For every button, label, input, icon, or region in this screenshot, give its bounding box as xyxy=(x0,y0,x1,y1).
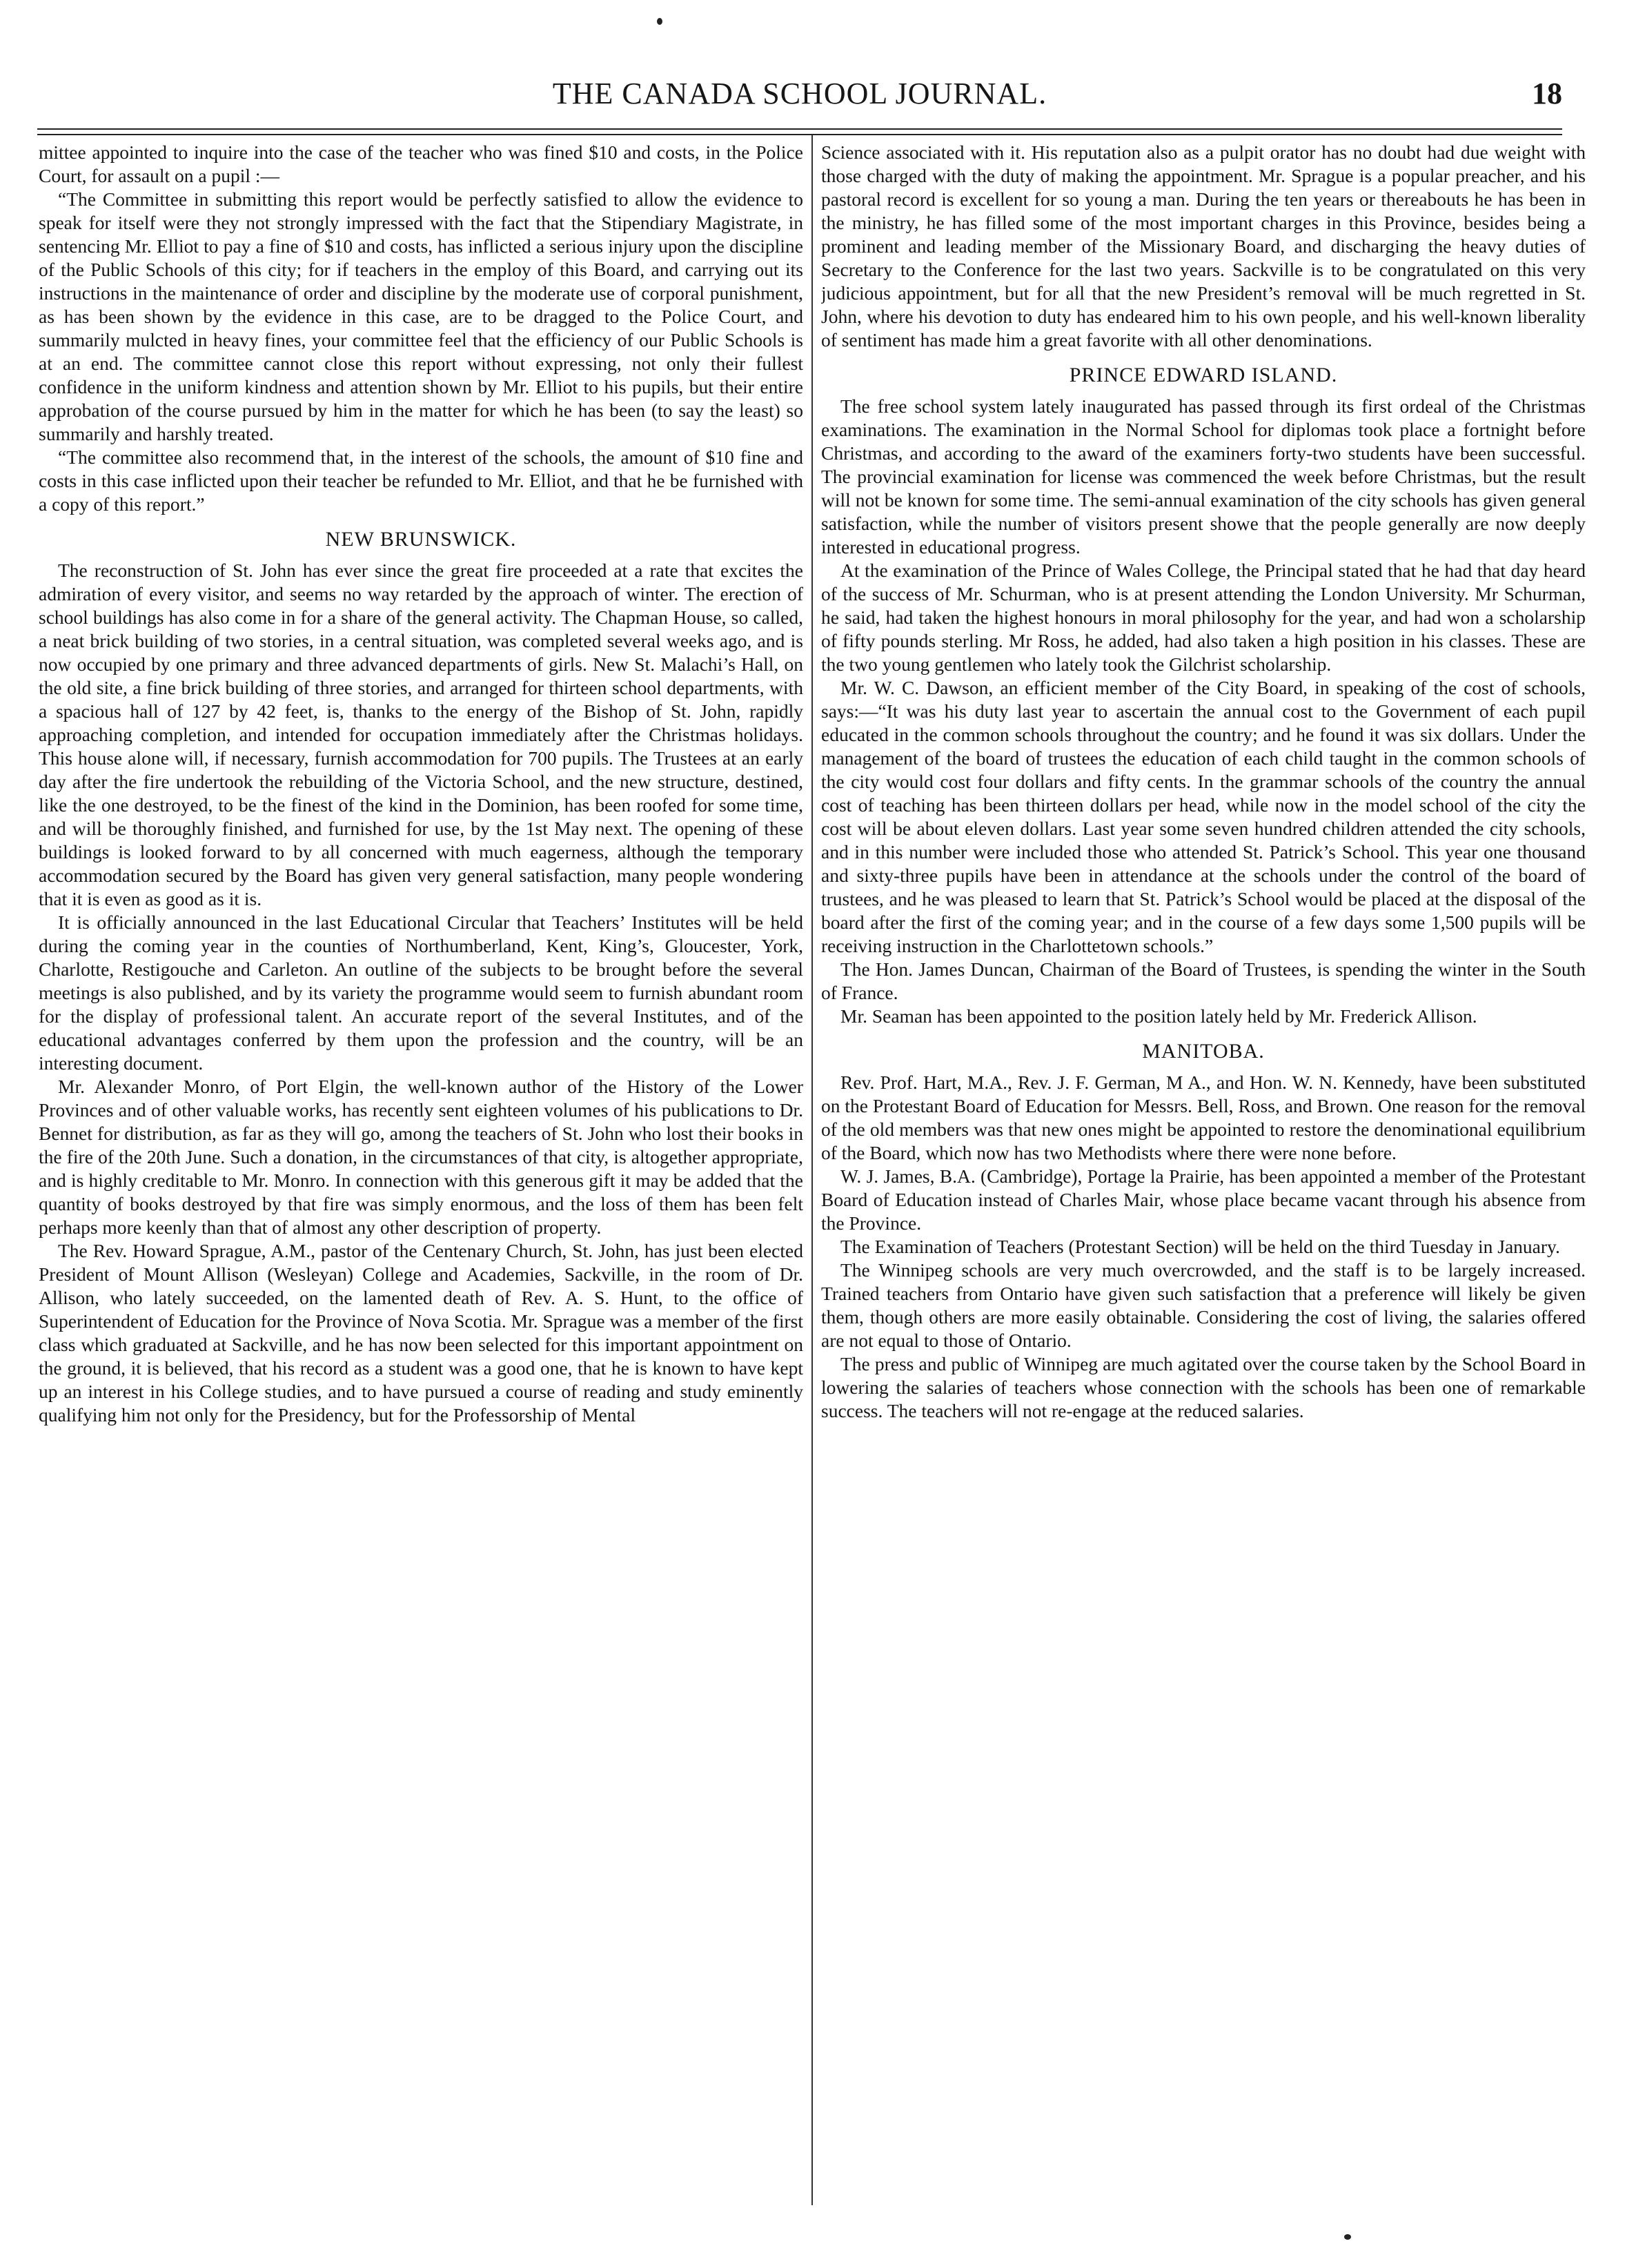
paragraph: Mr. Seaman has been appointed to the position lately held by Mr. Frederick Allison. xyxy=(840,1005,1477,1027)
paragraph: W. J. James, B.A. (Cambridge), Portage la Prairie, has been appointed a member of the Protestant Board of Education instead of Charles Mair, whose place became vacant through his absence from the Province. xyxy=(821,1165,1586,1234)
paragraph: “The committee also recommend that, in the interest of the schools, the amount of $10 fine and costs in this case inflicted upon their teacher be refunded to Mr. Elliot, and that he be furnished with a copy of this report.” xyxy=(39,446,803,515)
paragraph: “The Committee in submitting this report would be perfectly satisfied to allow the evidence to speak for itself were they not strongly impressed with the fact that the Stipendiary Magistrate, in sentencing Mr. Elliot to pay a fine of $10 and costs, has inflicted a serious injury upon the discipline of the Public Schools of this city; for if teachers in the employ of this Board, and carrying out its instructions in the maintenance of order and discipline by the moderate use of corporal punishment, as has been shown by the evidence in this case, are to be dragged to the Police Court, and summarily mulcted in heavy fines, your committee feel that the efficiency of our Public Schools is at an end. The committee cannot close this report without expressing, not only their fullest confidence in the uniform kindness and attention shown by Mr. Elliot to his pupils, but their entire approbation of the course pursued by him in the matter for which he has been (to say the least) so summarily and harshly treated. xyxy=(39,188,803,444)
paragraph: The press and public of Winnipeg are much agitated over the course taken by the School Board in lowering the salaries of teachers whose connection with the schools has been one of remarkable success. The teachers will not re-engage at the reduced salaries. xyxy=(821,1353,1586,1421)
left-column xyxy=(39,141,803,2211)
column-divider xyxy=(811,135,813,2205)
paragraph: The Hon. James Duncan, Chairman of the Board of Trustees, is spending the winter in the South of France. xyxy=(821,958,1586,1003)
paragraph: At the examination of the Prince of Wales College, the Principal stated that he had that day heard of the success of Mr. Schurman, who is at present attending the London University. Mr Schurman, he said, had taken the highest honours in moral philosophy for the year, and had won a scholarship of fifty pounds sterling. Mr Ross, he added, had also taken a high position in his classes. These are the two young gentlemen who lately took the Gilchrist scholarship. xyxy=(821,560,1586,675)
paragraph: Science associated with it. His reputation also as a pulpit orator has no doubt had due weight with those charged with the duty of making the appointment. Mr. Sprague is a popular preacher, and his pastoral record is excellent for so young a man. During the ten years or thereabouts he has been in the ministry, he has filled some of the most important charges in this Province, besides being a prominent and leading member of the Missionary Board, and discharging the heavy duties of Secretary to the Conference for the last two years. Sackville is to be congratulated on this very judicious appointment, but for all that the new President’s removal will be much regretted in St. John, where his devotion to duty has endeared him to his own people, and his well-known liberality of sentiment has made him a great favorite with all other denominations. xyxy=(821,141,1586,351)
paragraph: Rev. Prof. Hart, M.A., Rev. J. F. German, M A., and Hon. W. N. Kennedy, have been substituted on the Protestant Board of Education for Messrs. Bell, Ross, and Brown. One reason for the removal of the old members was that new ones might be appointed to restore the denominational equilibrium of the Board, which now has two Methodists where there were none before. xyxy=(821,1072,1586,1163)
right-column xyxy=(821,141,1586,2211)
paragraph: The free school system lately inaugurated has passed through its first ordeal of the Christmas examinations. The examination in the Normal School for diplomas took place a fortnight before Christmas, and according to the award of the examiners forty-two students have been successful. The provincial examination for license was commenced the week before Christmas, but the result will not be known for some time. The semi-annual examination of the city schools has given general satisfaction, while the number of visitors present showe that the people generally are now deeply interested in educational progress. xyxy=(821,395,1586,558)
page-header xyxy=(37,75,1562,116)
section-heading-manitoba: MANITOBA. xyxy=(1142,1040,1265,1063)
journal-title: THE CANADA SCHOOL JOURNAL. xyxy=(552,77,1047,110)
header-rule xyxy=(37,128,1562,130)
paragraph: The Examination of Teachers (Protestant Section) will be held on the third Tuesday in January. xyxy=(840,1236,1560,1257)
section-heading-new-brunswick: NEW BRUNSWICK. xyxy=(325,528,517,551)
paragraph: mittee appointed to inquire into the case of the teacher who was fined $10 and costs, in the Police Court, for assault on a pupil :— xyxy=(39,141,803,186)
header-rule-second xyxy=(37,134,1562,135)
print-speck xyxy=(1344,2234,1351,2240)
paragraph: It is officially announced in the last Educational Circular that Teachers’ Institutes will be held during the coming year in the counties of Northumberland, Kent, King’s, Gloucester, York, Charlotte, Restigouche and Carleton. An outline of the subjects to be brought before the several meetings is also published, and by its variety the programme would seem to furnish abundant room for the display of professional talent. An accurate report of the several Institutes, and of the educational advantages conferred by them upon the profession and the country, will be an interesting document. xyxy=(39,911,803,1074)
section-heading-prince-edward-island: PRINCE EDWARD ISLAND. xyxy=(1069,364,1338,386)
paragraph: The Winnipeg schools are very much overcrowded, and the staff is to be largely increased. Trained teachers from Ontario have given such satisfaction that a preference will likely be given them, though others are more easily obtainable. Considering the cost of living, the salaries offered are not equal to those of Ontario. xyxy=(821,1259,1586,1351)
page-number: 18 xyxy=(1532,77,1562,110)
paragraph: Mr. W. C. Dawson, an efficient member of the City Board, in speaking of the cost of schools, says:—“It was his duty last year to ascertain the annual cost to the Government of each pupil educated in the common schools throughout the country; and he found it was six dollars. Under the management of the board of trustees the education of each child taught in the common schools of the city would cost four dollars and fifty cents. In the grammar schools of the country the annual cost of teaching has been thirteen dollars per head, while now in the model school of the city the cost will be about eleven dollars. Last year some seven hundred children attended the city schools, and in this number were included those who attended St. Patrick’s School. This year one thousand and sixty-three pupils have been in attendance at the schools under the control of the board of trustees, and he was pleased to learn that St. Patrick’s School would be placed at the disposal of the board after the first of the coming year; and in the course of a few days some 1,500 pupils will be receiving instruction in the Charlottetown schools.” xyxy=(821,677,1586,956)
paragraph: The reconstruction of St. John has ever since the great fire proceeded at a rate that excites the admiration of every visitor, and seems no way retarded by the approach of winter. The erection of school buildings has also come in for a share of the general activity. The Chapman House, so called, a neat brick building of two stories, in a central situation, was completed several weeks ago, and is now occupied by one primary and three advanced departments of girls. New St. Malachi’s Hall, on the old site, a fine brick building of three stories, and arranged for thirteen school departments, with a spacious hall of 127 by 42 feet, is, thanks to the energy of the Bishop of St. John, rapidly approaching completion, and intended for occupation immediately after the Christmas holidays. This house alone will, if necessary, furnish accommodation for 700 pupils. The Trustees at an early day after the fire undertook the rebuilding of the Victoria School, and the new structure, destined, like the one destroyed, to be the finest of the kind in the Dominion, has been roofed for some time, and will be thoroughly finished, and furnished for use, by the 1st May next. The opening of these buildings is looked forward to by all concerned with much eagerness, although the temporary accommodation secured by the Board has given very general satisfaction, many people wondering that it is even as good as it is. xyxy=(39,560,803,909)
print-speck xyxy=(657,18,662,25)
paragraph: Mr. Alexander Monro, of Port Elgin, the well-known author of the History of the Lower Provinces and of other valuable works, has recently sent eighteen volumes of his publications to Dr. Bennet for distribution, as far as they will go, among the teachers of St. John who lost their books in the fire of the 20th June. Such a donation, in the circumstances of that city, is altogether appropriate, and is highly creditable to Mr. Monro. In connection with this generous gift it may be added that the quantity of books destroyed by that fire was simply enormous, and the loss of them has been felt perhaps more keenly than that of almost any other description of property. xyxy=(39,1076,803,1238)
paragraph: The Rev. Howard Sprague, A.M., pastor of the Centenary Church, St. John, has just been elected President of Mount Allison (Wesleyan) College and Academies, Sackville, in the room of Dr. Allison, who lately succeeded, on the lamented death of Rev. A. S. Hunt, to the office of Superintendent of Education for the Province of Nova Scotia. Mr. Sprague was a member of the first class which graduated at Sackville, and he has now been selected for this important appointment on the ground, it is believed, that his record as a student was a good one, that he is known to have kept up an interest in his College studies, and to have pursued a course of reading and study eminently qualifying him not only for the Presidency, but for the Professorship of Mental xyxy=(39,1240,803,1426)
